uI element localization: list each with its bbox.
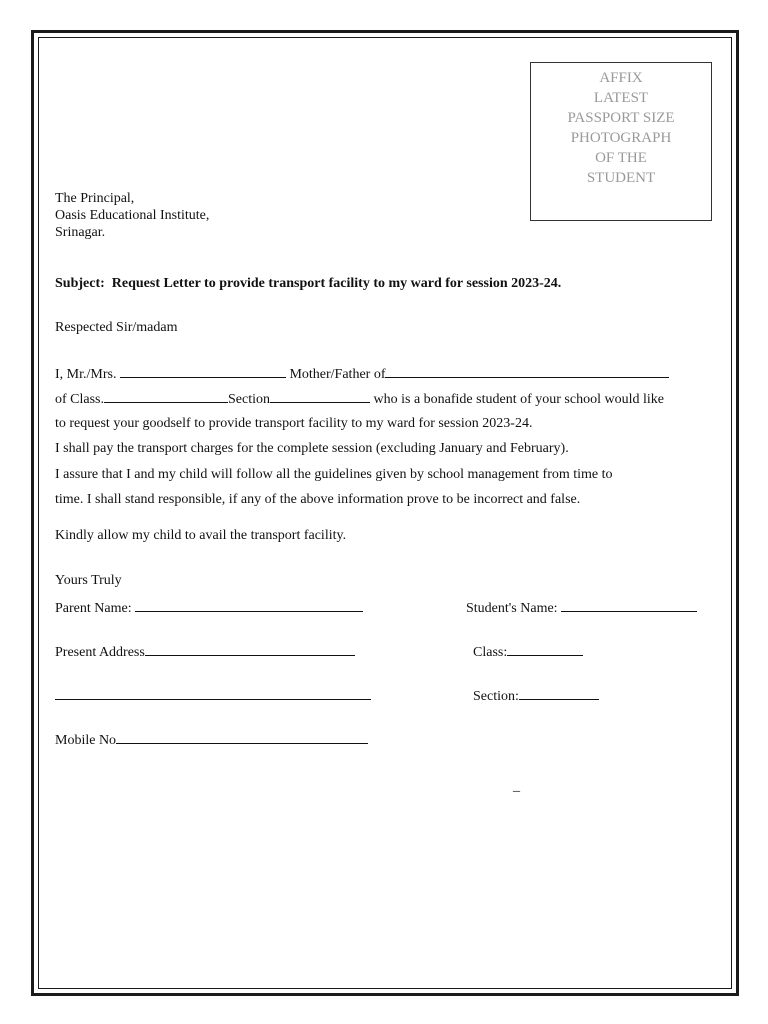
photo-box-line: PHOTOGRAPH [570, 130, 672, 146]
class-label: Class: [473, 645, 508, 660]
stray-dash: _ [513, 779, 520, 794]
section-label: Section: [473, 689, 519, 704]
class-blank[interactable] [507, 642, 583, 656]
body-line-1 [55, 364, 669, 383]
body-line-7: Kindly allow my child to avail the transport facility. [55, 528, 347, 543]
photo-box-line: AFFIX [599, 70, 643, 86]
present-address-label: Present Address [55, 645, 145, 660]
photo-affix-box [530, 62, 712, 221]
mobile-field [55, 730, 368, 749]
parent-name-field [55, 598, 363, 617]
body-line-5: I assure that I and my child will follow all the guidelines given by school management from time to [55, 467, 613, 482]
body-line-6: time. I shall stand responsible, if any of the above information prove to be incorrect and false. [55, 492, 581, 507]
closing: Yours Truly [55, 573, 122, 588]
student-name-field [466, 598, 697, 617]
body-text: I, Mr./Mrs. [55, 367, 117, 382]
student-name-blank[interactable] [561, 598, 697, 612]
section-blank[interactable] [519, 686, 599, 700]
body-line-4: I shall pay the transport charges for the complete session (excluding January and February). [55, 441, 569, 456]
body-text: Mother/Father of [289, 367, 386, 382]
body-text: Section [228, 392, 270, 407]
fill-blank-section[interactable] [270, 389, 370, 403]
photo-box-line: PASSPORT SIZE [567, 110, 675, 126]
fill-blank-class[interactable] [104, 389, 228, 403]
address-line-1: The Principal, [55, 191, 135, 206]
subject-text: Request Letter to provide transport facility to my ward for session 2023-24. [111, 276, 562, 291]
section-field [473, 686, 599, 705]
present-address-blank[interactable] [145, 642, 355, 656]
student-name-label: Student's Name: [466, 601, 558, 616]
fill-blank-ward-name[interactable] [385, 364, 669, 378]
address-continuation-field [55, 686, 371, 705]
present-address-field [55, 642, 355, 661]
body-line-3: to request your goodself to provide transport facility to my ward for session 2023-24. [55, 416, 533, 431]
subject-line [55, 275, 561, 292]
body-line-2 [55, 389, 664, 408]
fill-blank-parent-name[interactable] [120, 364, 286, 378]
mobile-blank[interactable] [116, 730, 368, 744]
parent-name-label: Parent Name: [55, 601, 132, 616]
address-line-2: Oasis Educational Institute, [55, 208, 210, 223]
address-continuation-blank[interactable] [55, 686, 371, 700]
subject-prefix: Subject: [55, 276, 105, 291]
body-text: of Class. [55, 392, 104, 407]
class-field [473, 642, 583, 661]
parent-name-blank[interactable] [135, 598, 363, 612]
address-line-3: Srinagar. [55, 225, 106, 240]
salutation: Respected Sir/madam [55, 320, 178, 335]
body-text: who is a bonafide student of your school would like [373, 392, 664, 407]
photo-box-line: OF THE [595, 150, 647, 166]
photo-box-line: LATEST [593, 90, 649, 106]
photo-box-line: STUDENT [586, 170, 656, 186]
mobile-label: Mobile No [55, 733, 117, 748]
